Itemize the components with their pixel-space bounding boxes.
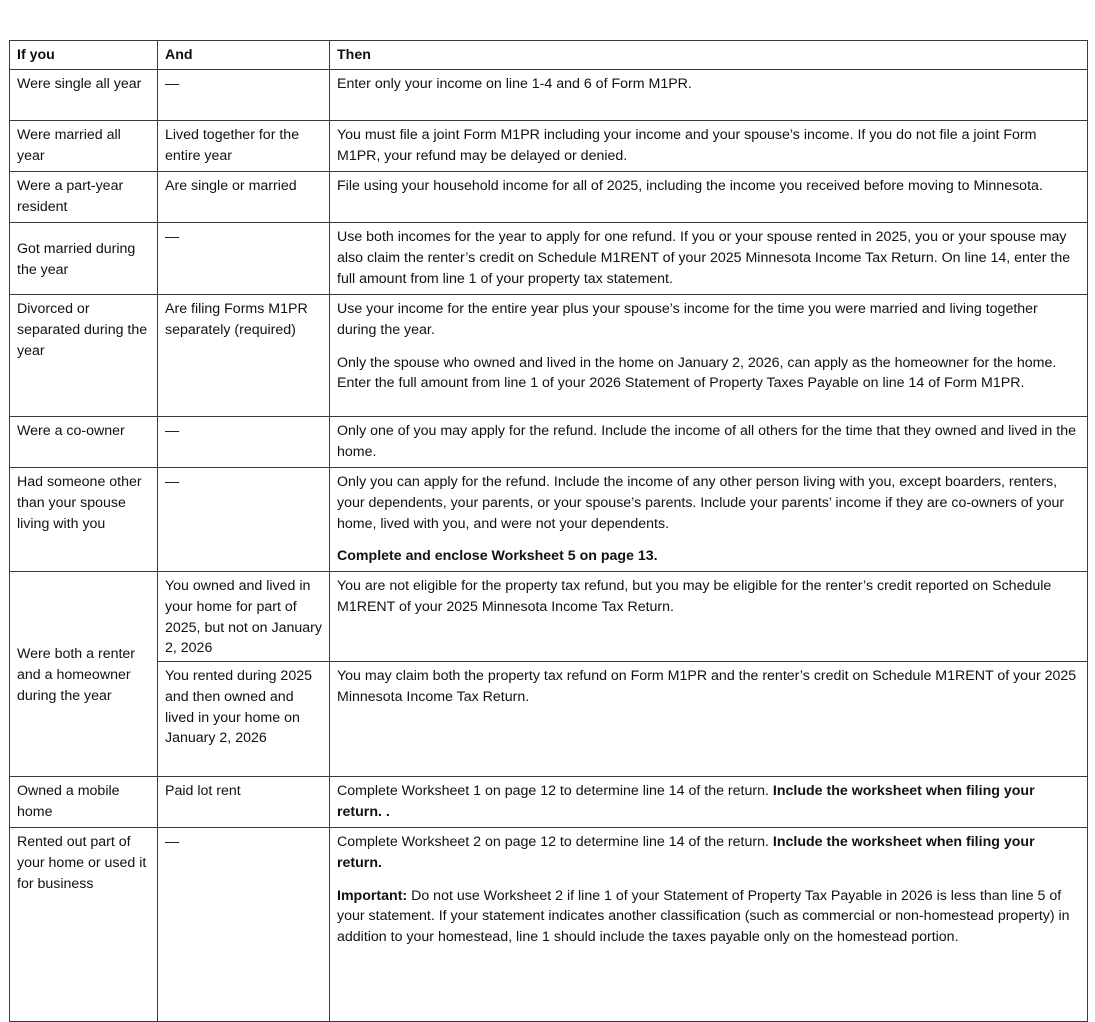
- cell-and: You owned and lived in your home for part of 2025, but not on January 2, 2026: [158, 572, 330, 662]
- cell-if-you: Got married during the year: [10, 223, 158, 295]
- filing-situations-table: [9, 40, 1088, 1022]
- cell-then: You may claim both the property tax refund on Form M1PR and the renter’s credit on Schedule M1RENT of your 2025 Minnesota Income Tax Return.: [330, 662, 1088, 777]
- table-row: [10, 295, 1088, 417]
- cell-and: —: [158, 468, 330, 572]
- table-row: [10, 417, 1088, 468]
- then-text-bold: Include the worksheet when filing your return.: [337, 834, 1035, 871]
- then-text: Complete Worksheet 2 on page 12 to determine line 14 of the return.: [337, 834, 773, 850]
- cell-and: Are single or married: [158, 172, 330, 223]
- cell-then: [330, 468, 1088, 572]
- cell-then: You must file a joint Form M1PR including your income and your spouse’s income. If you do not file a joint Form M1PR, your refund may be delayed or denied.: [330, 121, 1088, 172]
- cell-and: —: [158, 417, 330, 468]
- then-paragraph: Only the spouse who owned and lived in the home on January 2, 2026, can apply as the homeowner for the home. Enter the full amount from line 1 of your 2026 Statement of Property Taxes Payable on line 14 of Form M1PR.: [337, 354, 1057, 392]
- header-then: Then: [330, 41, 1088, 70]
- cell-then: Only one of you may apply for the refund. Include the income of all others for the time that they owned and lived in the home.: [330, 417, 1088, 468]
- cell-if-you: Were a co-owner: [10, 417, 158, 468]
- header-if-you: If you: [10, 41, 158, 70]
- cell-then: [330, 828, 1088, 1022]
- table-row: [10, 121, 1088, 172]
- cell-and: Lived together for the entire year: [158, 121, 330, 172]
- then-text: Complete Worksheet 1 on page 12 to determine line 14 of the return.: [337, 783, 773, 799]
- then-paragraph: Use your income for the entire year plus your spouse’s income for the time you were married and living together during the year.: [337, 301, 1038, 338]
- table-row: [10, 468, 1088, 572]
- header-and: And: [158, 41, 330, 70]
- cell-and: —: [158, 828, 330, 1022]
- cell-if-you: Were single all year: [10, 70, 158, 121]
- cell-and: —: [158, 70, 330, 121]
- table-row: [10, 70, 1088, 121]
- then-paragraph: Only you can apply for the refund. Include the income of any other person living with you, except boarders, renters, your dependents, your parents, or your spouse’s parents. Include your parents’ income if they are co-owners of your home, lived with you, and were not your dependents.: [337, 474, 1065, 532]
- cell-and: Paid lot rent: [158, 777, 330, 828]
- cell-if-you: Were both a renter and a homeowner during the year: [10, 572, 158, 777]
- cell-if-you: Owned a mobile home: [10, 777, 158, 828]
- cell-then: [330, 295, 1088, 417]
- table-row: [10, 223, 1088, 295]
- cell-if-you: Divorced or separated during the year: [10, 295, 158, 417]
- cell-and: —: [158, 223, 330, 295]
- cell-if-you: Were married all year: [10, 121, 158, 172]
- important-label: Important:: [337, 887, 408, 904]
- table-row: [10, 777, 1088, 828]
- header-row: [10, 41, 1088, 70]
- cell-then: Enter only your income on line 1-4 and 6 of Form M1PR.: [330, 70, 1088, 121]
- cell-and: You rented during 2025 and then owned and lived in your home on January 2, 2026: [158, 662, 330, 777]
- cell-then: You are not eligible for the property tax refund, but you may be eligible for the renter’s credit reported on Schedule M1RENT of your 2025 Minnesota Income Tax Return.: [330, 572, 1088, 662]
- cell-and: Are filing Forms M1PR separately (required): [158, 295, 330, 417]
- table-row: [10, 828, 1088, 1022]
- then-text-bold: Include the worksheet when filing your return. .: [337, 783, 1035, 820]
- cell-then: [330, 777, 1088, 828]
- then-paragraph: [337, 832, 1081, 874]
- cell-if-you: Rented out part of your home or used it for business: [10, 828, 158, 1022]
- then-paragraph: [337, 886, 1081, 948]
- table-row: [10, 572, 1088, 662]
- cell-if-you: Had someone other than your spouse living with you: [10, 468, 158, 572]
- then-text: Do not use Worksheet 2 if line 1 of your Statement of Property Tax Payable in 2026 is less than line 5 of your statement. If your statement indicates another classification (such as commercial or non-homestead property) in addition to your homestead, line 1 should include the taxes payable only on the homestead portion.: [337, 887, 1070, 946]
- table-row: [10, 172, 1088, 223]
- cell-if-you: Were a part-year resident: [10, 172, 158, 223]
- table-row: [10, 662, 1088, 777]
- cell-then: File using your household income for all of 2025, including the income you received before moving to Minnesota.: [330, 172, 1088, 223]
- then-paragraph-bold: Complete and enclose Worksheet 5 on page 13.: [337, 548, 658, 565]
- cell-then: Use both incomes for the year to apply for one refund. If you or your spouse rented in 2025, you or your spouse may also claim the renter’s credit on Schedule M1RENT of your 2025 Minnesota Income Tax Return. On line 14, enter the full amount from line 1 of your property tax statement.: [330, 223, 1088, 295]
